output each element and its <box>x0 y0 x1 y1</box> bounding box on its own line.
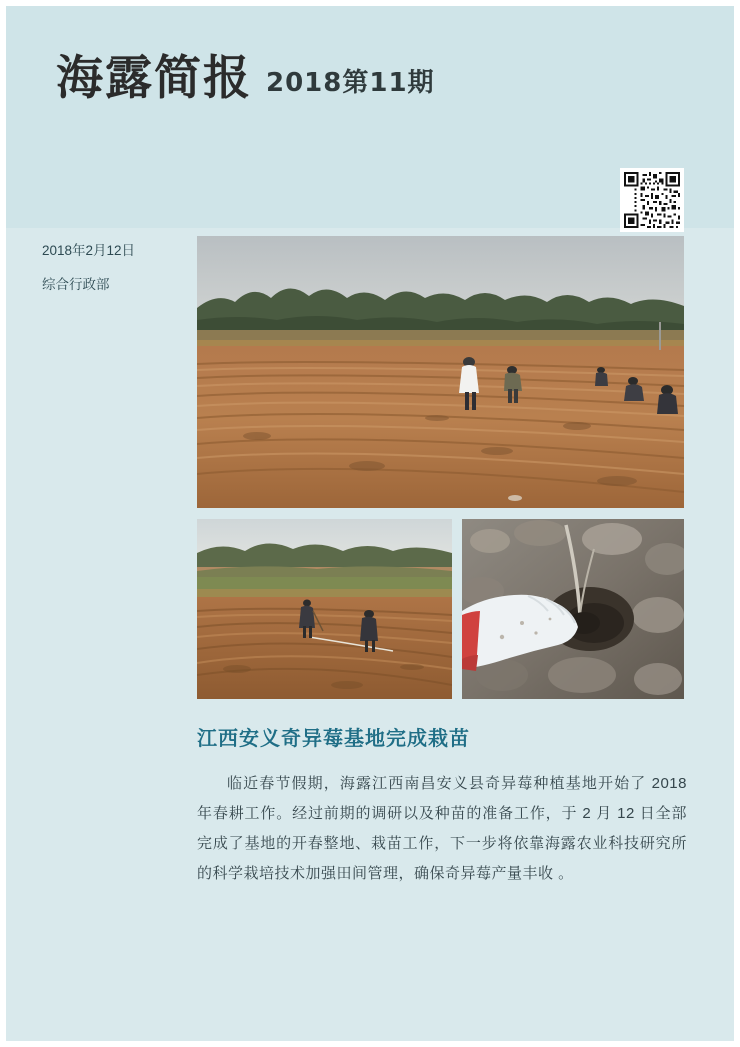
department-label: 综合行政部 <box>42 276 110 292</box>
page-title: 海露简报 <box>56 51 252 106</box>
article <box>197 722 687 889</box>
qr-code[interactable] <box>620 168 684 232</box>
field-planting-wide-photo <box>197 236 684 508</box>
issue-label: 2018第11期 <box>266 68 435 98</box>
meta-column <box>42 240 187 295</box>
field-workers-photo-graphic <box>197 519 452 699</box>
hand-planting-seedling-photo <box>462 519 684 699</box>
qr-code-icon <box>622 170 682 230</box>
hand-planting-seedling-photo-graphic <box>462 519 684 699</box>
masthead <box>56 51 435 106</box>
field-workers-photo <box>197 519 452 699</box>
article-title: 江西安义奇异莓基地完成栽苗 <box>197 726 470 750</box>
article-body: 临近春节假期，海露江西南昌安义县奇异莓种植基地开始了 2018 年春耕工作。经过前期的调研以及种苗的准备工作，于 2 月 12 日全部完成了基地的开春整地、栽苗工作，下一步将依靠海露农业科技研究所的科学栽培技术加强田间管理，确保奇异莓产量丰收 。 <box>197 775 687 882</box>
publish-date: 2018年2月12日 <box>42 243 136 258</box>
page-header <box>0 0 740 228</box>
field-planting-wide-photo-graphic <box>197 236 684 508</box>
